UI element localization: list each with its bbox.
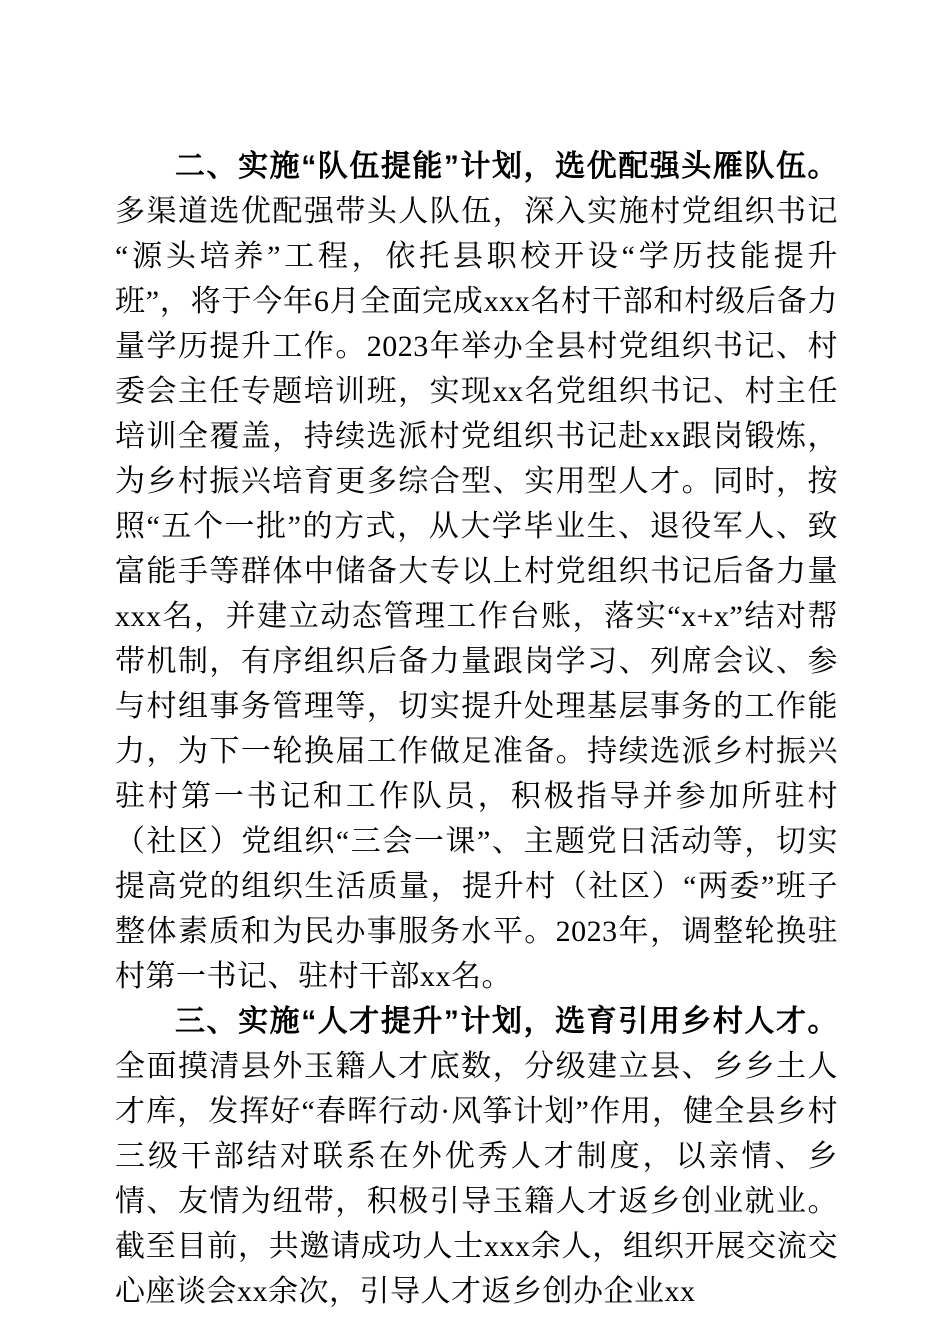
section-3-heading: 三、实施“人才提升”计划，选育引用乡村人才。 bbox=[175, 1005, 838, 1038]
section-3-body-text: 全面摸清县外玉籍人才底数，分级建立县、乡乡土人才库，发挥好“春晖行动·风筝计划”作用，健全县乡村三级干部结对联系在外优秀人才制度，以亲情、乡情、友情为纽带，积极引导玉籍人才返乡创业就业。截至目前，共邀请成功人士xxx余人，组织开展交流交心座谈会xx余次，引导人才返乡创办企业xx bbox=[115, 1050, 838, 1308]
paragraph-section-3 bbox=[115, 999, 838, 1314]
section-2-heading: 二、实施“队伍提能”计划，选优配强头雁队伍。 bbox=[175, 150, 838, 183]
paragraph-section-2 bbox=[115, 144, 838, 999]
section-2-body-text: 多渠道选优配强带头人队伍，深入实施村党组织书记“源头培养”工程，依托县职校开设“学历技能提升班”，将于今年6月全面完成xxx名村干部和村级后备力量学历提升工作。2023年举办全县村党组织书记、村委会主任专题培训班，实现xx名党组织书记、村主任培训全覆盖，持续选派村党组织书记赴xx跟岗锻炼，为乡村振兴培育更多综合型、实用型人才。同时，按照“五个一批”的方式，从大学毕业生、退役军人、致富能手等群体中储备大专以上村党组织书记后备力量xxx名，并建立动态管理工作台账，落实“x+x”结对帮带机制，有序组织后备力量跟岗学习、列席会议、参与村组事务管理等，切实提升处理基层事务的工作能力，为下一轮换届工作做足准备。持续选派乡村振兴驻村第一书记和工作队员，积极指导并参加所驻村（社区）党组织“三会一课”、主题党日活动等，切实提高党的组织生活质量，提升村（社区）“两委”班子整体素质和为民办事服务水平。2023年，调整轮换驻村第一书记、驻村干部xx名。 bbox=[115, 195, 838, 993]
